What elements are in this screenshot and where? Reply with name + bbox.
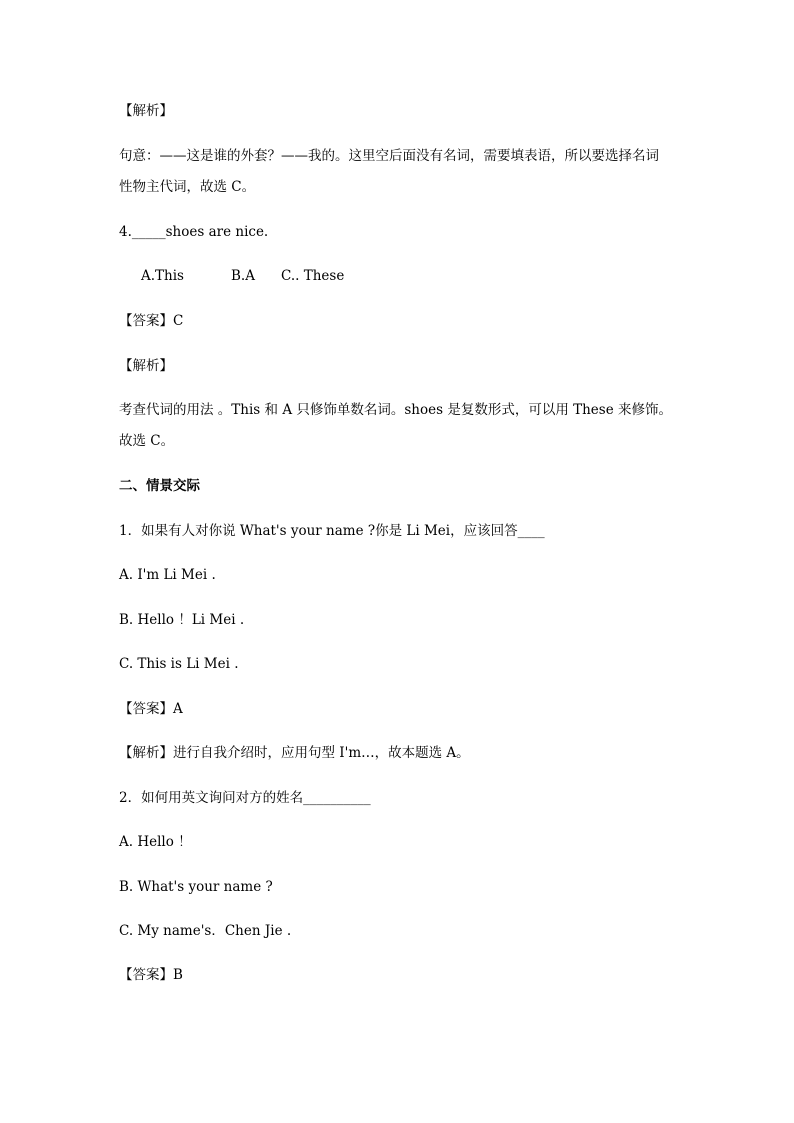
situation-1-option-c: C. This is Li Mei .	[119, 656, 239, 672]
question-4-options	[141, 266, 344, 286]
situation-1-option-b: B. Hello ！Li Mei .	[119, 612, 245, 628]
situation-2-option-a: A. Hello ！	[119, 834, 192, 850]
option-b: B.A	[231, 268, 255, 284]
situation-1-answer: 【答案】A	[119, 701, 183, 717]
situation-2-option-c: C. My name's．Chen Jie .	[119, 923, 292, 939]
situation-1-option-a: A. I'm Li Mei .	[119, 567, 216, 583]
explain-line-2: 故选 C。	[119, 433, 175, 449]
option-a: A.This	[141, 268, 184, 284]
question-4-stem: 4._____shoes are nice.	[119, 224, 269, 240]
option-c: C.. These	[281, 268, 345, 284]
situation-2-stem: 2．如何用英文询问对方的姓名__________	[119, 790, 371, 806]
situation-2-option-b: B. What's your name ?	[119, 879, 273, 895]
meaning-line-2: 性物主代词，故选 C。	[119, 179, 256, 195]
analysis-heading: 【解析】	[119, 103, 173, 119]
situation-1-stem: 1．如果有人对你说 What's your name ?你是 Li Mei，应该回答____	[119, 523, 545, 539]
meaning-line-1: 句意：——这是谁的外套？——我的。这里空后面没有名词，需要填表语，所以要选择名词	[119, 148, 659, 164]
explain-line-1: 考查代词的用法 。This 和 A 只修饰单数名词。shoes 是复数形式，可以用 These 来修饰。	[119, 402, 673, 418]
situation-1-analysis: 【解析】进行自我介绍时，应用句型 I'm…，故本题选 A。	[119, 745, 470, 761]
answer-q4: 【答案】C	[119, 313, 184, 329]
analysis-heading-2: 【解析】	[119, 358, 173, 374]
situation-2-answer: 【答案】B	[119, 967, 183, 983]
section-title: 二、情景交际	[119, 478, 200, 494]
